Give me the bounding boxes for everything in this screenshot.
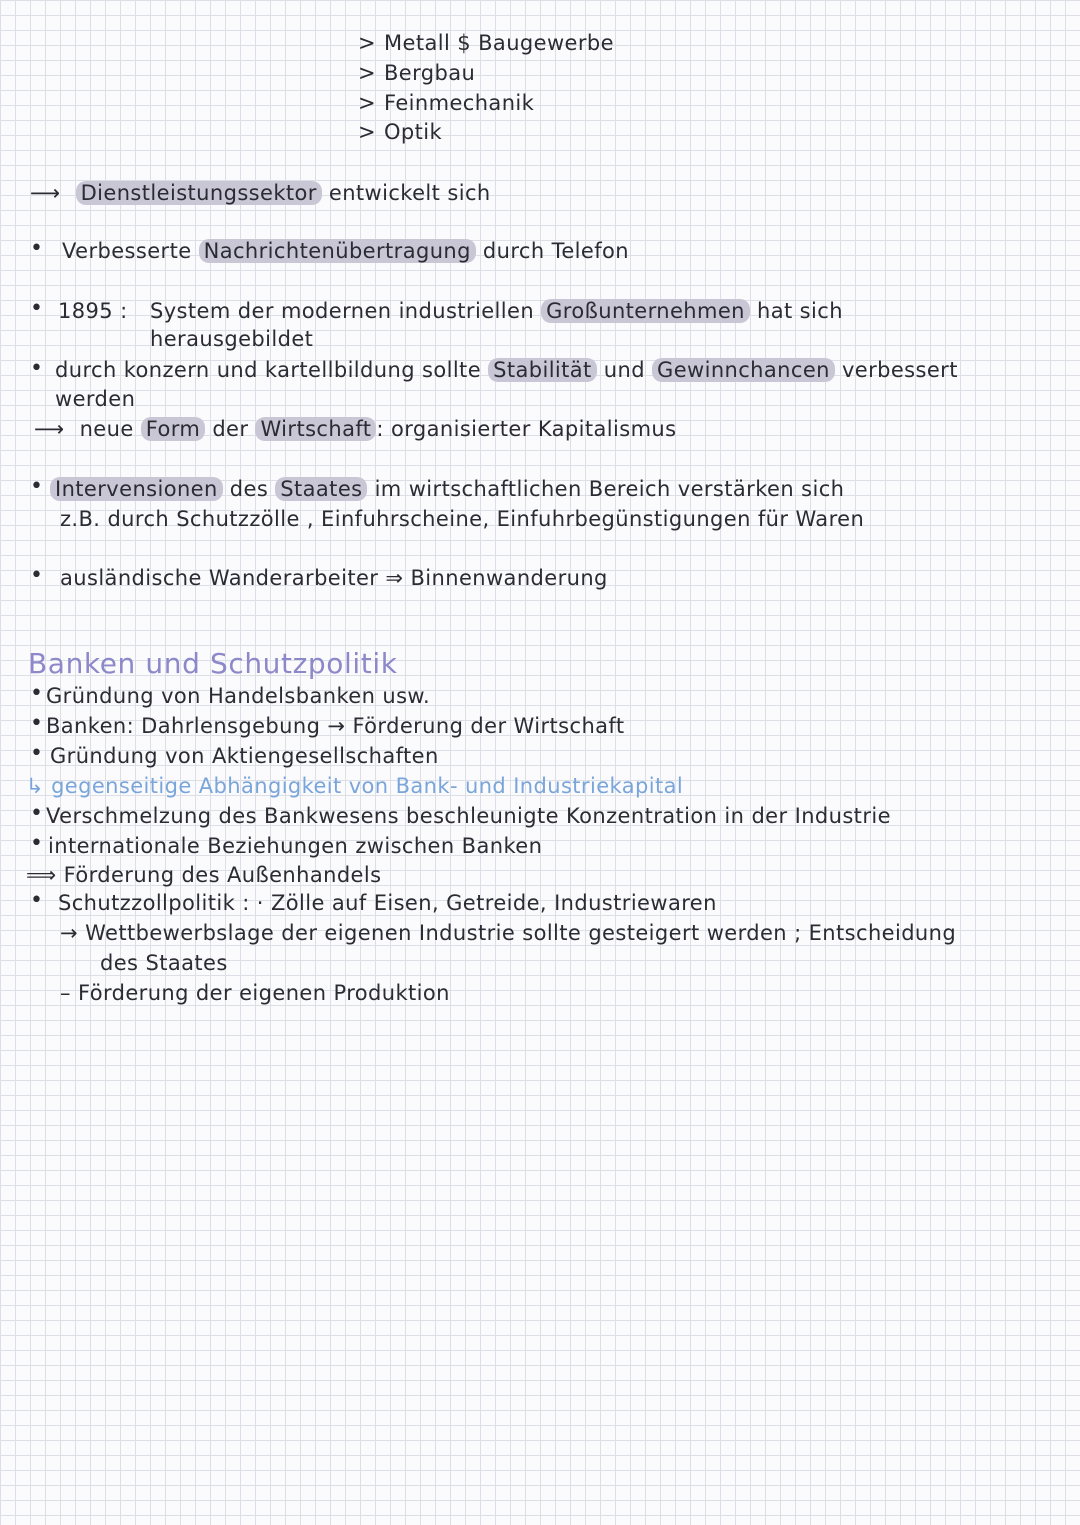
bullet-icon: •: [30, 296, 43, 321]
note-line-wettbewerb: → Wettbewerbslage der eigenen Industrie sollte gesteigert werden ; Entscheidung: [60, 921, 957, 945]
bullet-icon: •: [30, 888, 43, 913]
bullet-icon: •: [30, 831, 43, 856]
note-line-beziehungen: internationale Beziehungen zwischen Banken: [48, 834, 543, 858]
note-line-nachricht: Verbesserte Nachrichtenübertragung durch Telefon: [62, 239, 629, 263]
bullet-icon: •: [30, 236, 43, 261]
list-item: > Bergbau: [358, 61, 476, 85]
bullet-icon: •: [30, 681, 43, 706]
note-line-produktion: – Förderung der eigenen Produktion: [60, 981, 450, 1005]
list-item: > Optik: [358, 120, 443, 144]
arrow-right-icon: ⟶: [34, 417, 65, 441]
bullet-icon: •: [30, 711, 43, 736]
bullet-icon: •: [30, 563, 43, 588]
note-line-intervention-cont: z.B. durch Schutzzölle , Einfuhrscheine, Einfuhrbegünstigungen für Waren: [60, 507, 865, 531]
note-line-wanderarbeiter: ausländische Wanderarbeiter ⇒ Binnenwanderung: [60, 566, 608, 590]
dash-icon: –: [60, 981, 71, 1005]
note-line-aussenhandel: ⟹ Förderung des Außenhandels: [26, 863, 382, 887]
note-line-dienstleistung: ⟶ Dienstleistungssektor entwickelt sich: [30, 181, 491, 205]
note-line-form: ⟶ neue Form der Wirtschaft : organisierter Kapitalismus: [34, 417, 677, 441]
note-line-dahrlensgebung: Banken: Dahrlensgebung → Förderung der Wirtschaft: [46, 714, 625, 738]
list-item: > Metall $ Baugewerbe: [358, 31, 614, 55]
section-heading: Banken und Schutzpolitik: [28, 647, 398, 680]
double-arrow-right-icon: ⟹: [26, 863, 57, 887]
note-line-1895: 1895 :: [58, 299, 128, 323]
bullet-icon: •: [30, 801, 43, 826]
note-line-schutzzollpolitik: Schutzzollpolitik : · Zölle auf Eisen, Getreide, Industriewaren: [58, 891, 717, 915]
note-line-verschmelzung: Verschmelzung des Bankwesens beschleunigte Konzentration in der Industrie: [46, 804, 891, 828]
note-line-handelsbanken: Gründung von Handelsbanken usw.: [46, 684, 431, 708]
list-item: > Feinmechanik: [358, 91, 535, 115]
note-line-abhaengigkeit: ↳ gegenseitige Abhängigkeit von Bank- und Industriekapital: [26, 774, 684, 798]
note-line-aktiengesellschaften: Gründung von Aktiengesellschaften: [50, 744, 439, 768]
bullet-icon: •: [30, 356, 43, 381]
note-line-1895-cont: herausgebildet: [150, 327, 314, 351]
arrow-right-icon: ⟶: [30, 181, 61, 205]
arrow-right-icon: →: [60, 921, 78, 945]
bullet-icon: •: [30, 474, 43, 499]
arrow-down-right-icon: ↳: [26, 774, 44, 798]
note-line-wettbewerb-cont: des Staates: [100, 951, 228, 975]
note-line-intervention: Intervensionen des Staates im wirtschaftlichen Bereich verstärken sich: [50, 476, 844, 502]
note-line-konzern: durch konzern und kartellbildung sollte Stabilität und Gewinnchancen verbessert: [55, 358, 958, 382]
note-line-konzern-cont: werden: [55, 387, 136, 411]
note-line-1895-text: System der modernen industriellen Großunternehmen hat sich: [150, 299, 843, 323]
bullet-icon: •: [30, 741, 43, 766]
